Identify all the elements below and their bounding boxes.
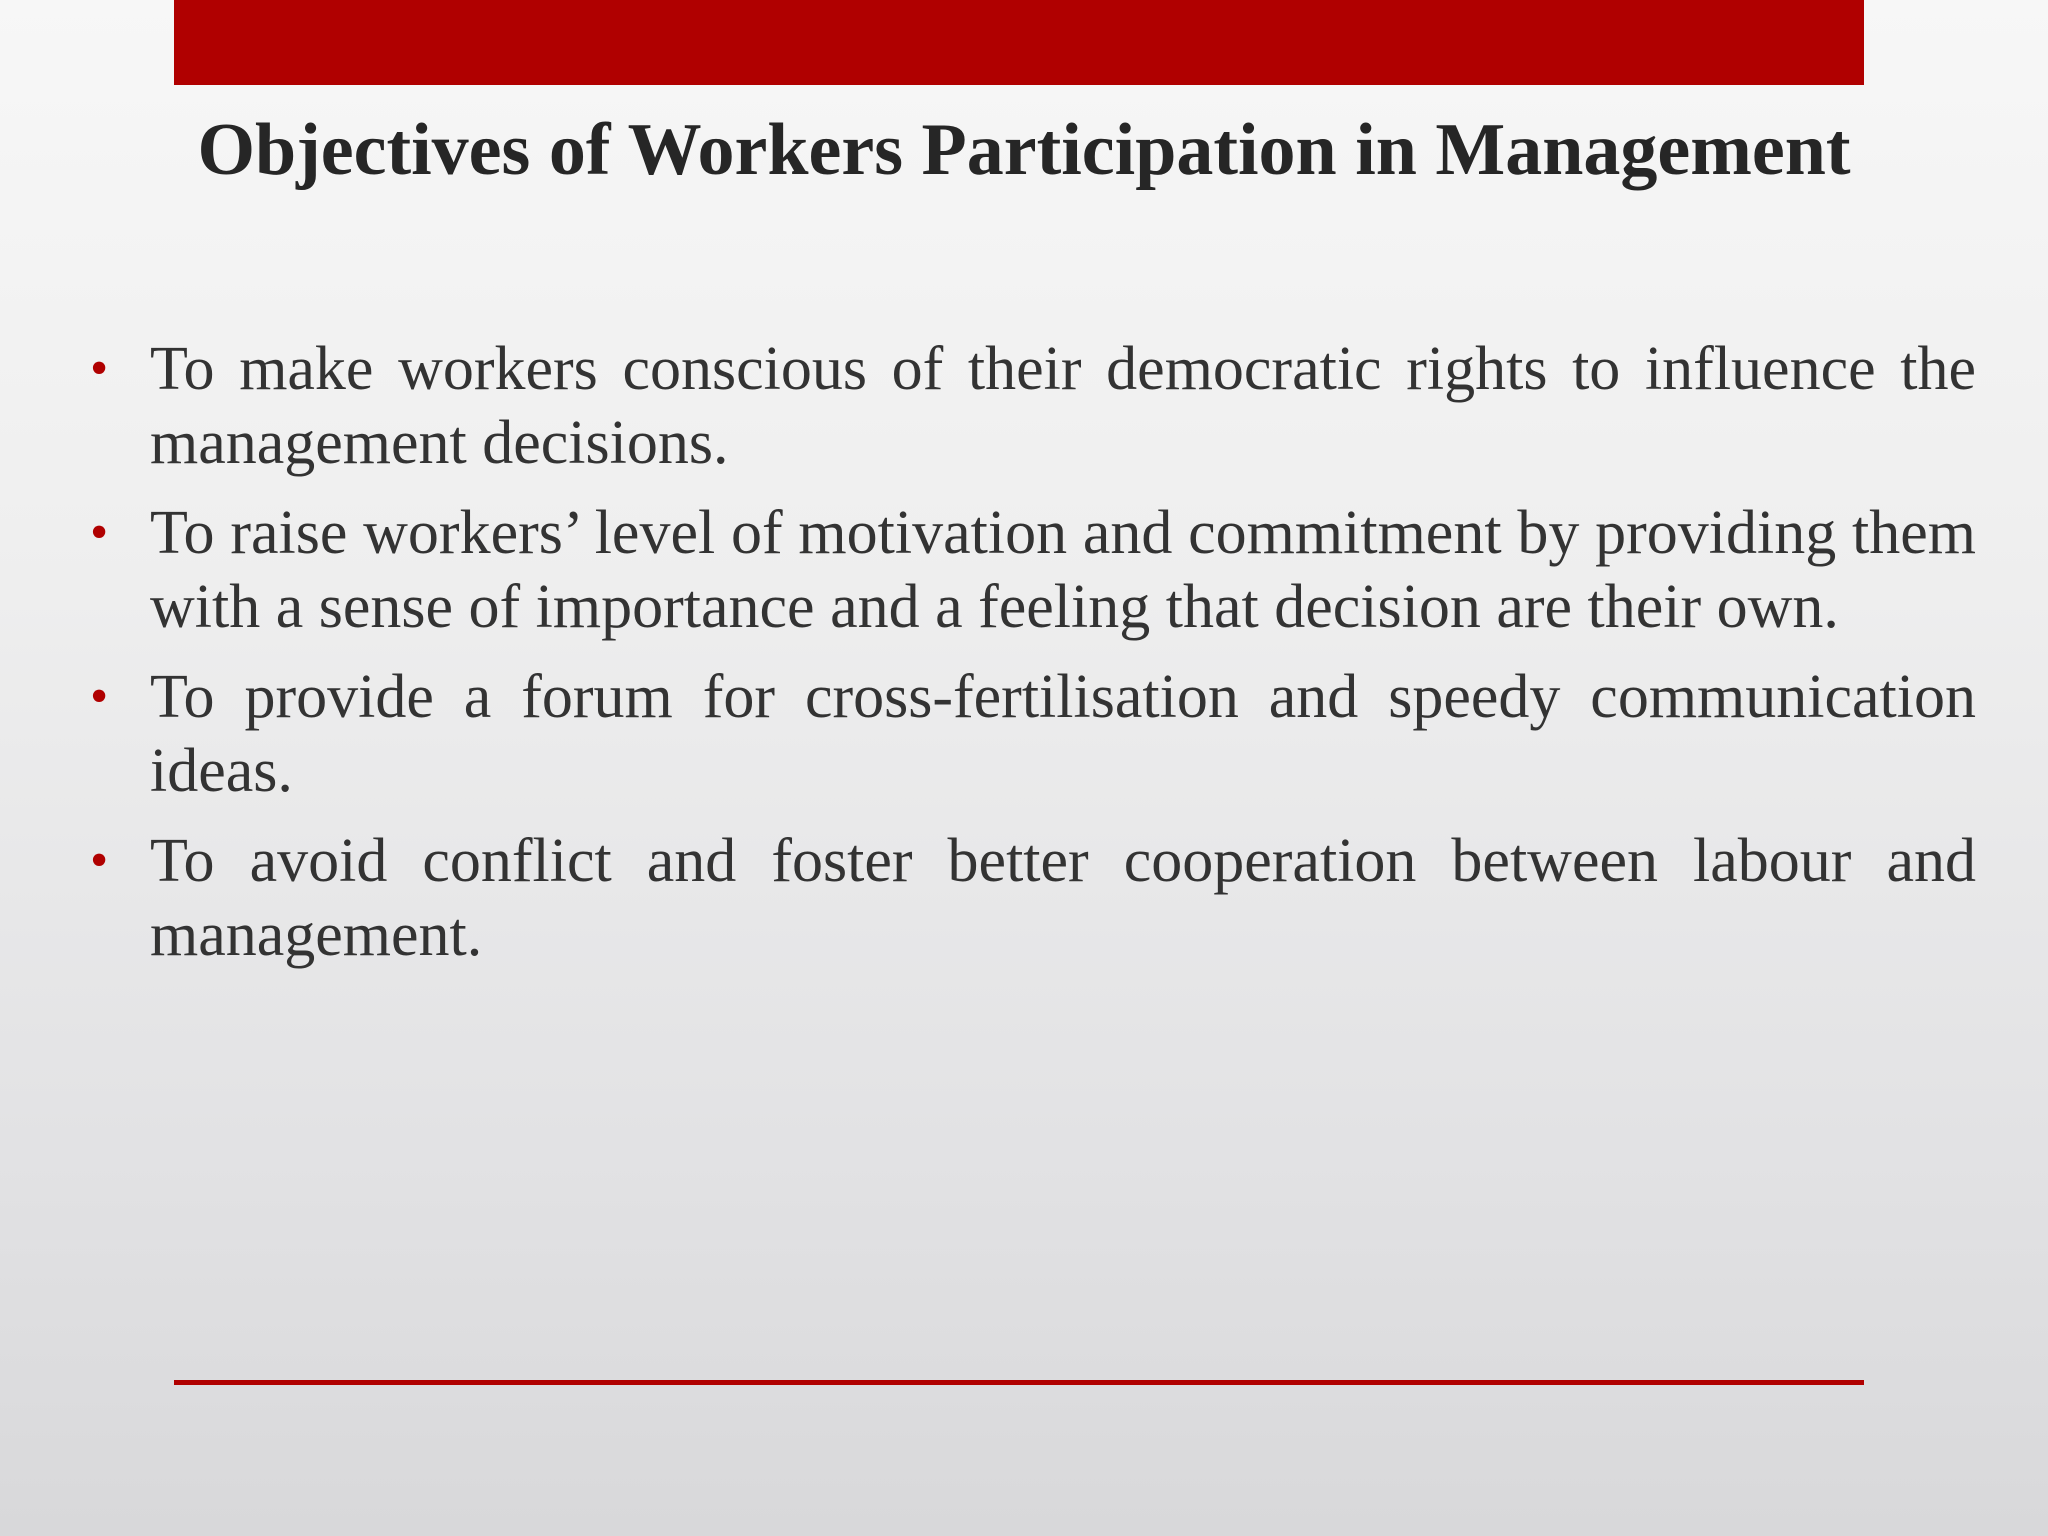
bullet-list [90,332,1976,988]
bullet-item-4 [90,824,1976,972]
bullet-icon: • [90,340,109,397]
bullet-text-2: To raise workers’ level of motivation and commitment by providing them with a sense of importance and a feeling that decision are their own. [150,499,1976,641]
bullet-icon: • [90,668,109,725]
bullet-icon: • [90,832,109,889]
bullet-text-1: To make workers conscious of their democratic rights to influence the management decisions. [150,335,1976,477]
bullet-text-3: To provide a forum for cross-fertilisation and speedy communication ideas. [150,663,1976,805]
top-accent-bar [174,0,1864,85]
bullet-text-4: To avoid conflict and foster better cooperation between labour and management. [150,827,1976,969]
bullet-item-2 [90,496,1976,644]
bottom-accent-line [174,1380,1864,1385]
slide-title: Objectives of Workers Participation in Management [197,109,1851,191]
bullet-item-1 [90,332,1976,480]
bullet-item-3 [90,660,1976,808]
bullet-icon: • [90,504,109,561]
